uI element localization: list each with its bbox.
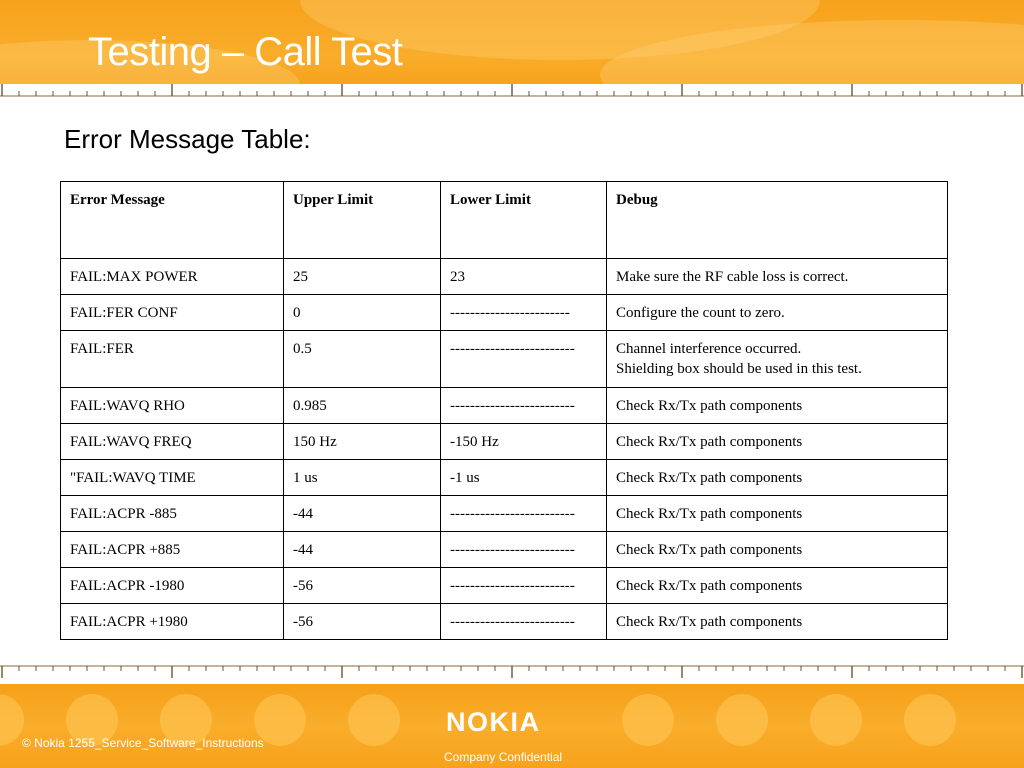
column-header-lower-limit: Lower Limit (441, 182, 607, 259)
debug-text: Check Rx/Tx path components (616, 470, 803, 486)
table-row (61, 496, 948, 532)
lower-limit-cell: ------------------------- (441, 532, 607, 568)
upper-limit-cell: 1 us (284, 460, 441, 496)
debug-text: Check Rx/Tx path components (616, 578, 803, 594)
table-row (61, 424, 948, 460)
upper-limit-cell: -44 (284, 496, 441, 532)
table-heading: Error Message Table: (64, 124, 311, 154)
debug-cell (607, 295, 948, 331)
upper-limit-cell: -44 (284, 532, 441, 568)
table-row (61, 532, 948, 568)
debug-cell (607, 604, 948, 640)
nokia-logo: NOKIA (446, 707, 541, 737)
lower-limit-cell: ------------------------- (441, 388, 607, 424)
debug-cell (607, 424, 948, 460)
lower-limit-cell: -150 Hz (441, 424, 607, 460)
table-row (61, 604, 948, 640)
column-header-debug: Debug (607, 182, 948, 259)
column-header-error-message: Error Message (61, 182, 284, 259)
lower-limit-cell: ------------------------- (441, 331, 607, 388)
debug-cell (607, 259, 948, 295)
table-row (61, 295, 948, 331)
error-message-cell: FAIL:ACPR -885 (61, 496, 284, 532)
header-ruler (0, 84, 1024, 98)
debug-cell (607, 568, 948, 604)
lower-limit-cell: 23 (441, 259, 607, 295)
error-message-cell: FAIL:WAVQ RHO (61, 388, 284, 424)
upper-limit-cell: 0.985 (284, 388, 441, 424)
table-row (61, 388, 948, 424)
lower-limit-cell: ------------------------- (441, 496, 607, 532)
upper-limit-cell: 0 (284, 295, 441, 331)
debug-cell (607, 331, 948, 388)
upper-limit-cell: -56 (284, 568, 441, 604)
debug-cell (607, 388, 948, 424)
debug-text: Check Rx/Tx path components (616, 434, 803, 450)
debug-cell (607, 532, 948, 568)
slide-title: Testing – Call Test (88, 30, 403, 74)
error-message-cell: FAIL:FER CONF (61, 295, 284, 331)
table-row (61, 568, 948, 604)
upper-limit-cell: 150 Hz (284, 424, 441, 460)
debug-text: Make sure the RF cable loss is correct. (616, 269, 849, 285)
error-message-cell: FAIL:ACPR +1980 (61, 604, 284, 640)
error-message-cell: FAIL:MAX POWER (61, 259, 284, 295)
debug-text: Check Rx/Tx path components (616, 398, 803, 414)
upper-limit-cell: 25 (284, 259, 441, 295)
debug-text: Check Rx/Tx path components (616, 614, 803, 630)
table-row (61, 460, 948, 496)
error-message-cell: FAIL:ACPR +885 (61, 532, 284, 568)
debug-text: Channel interference occurred. (616, 341, 802, 357)
error-message-cell: FAIL:FER (61, 331, 284, 388)
lower-limit-cell: ------------------------- (441, 604, 607, 640)
debug-text: Configure the count to zero. (616, 305, 785, 321)
error-message-cell: FAIL:ACPR -1980 (61, 568, 284, 604)
error-message-cell: FAIL:WAVQ FREQ (61, 424, 284, 460)
copyright-text: © Nokia 1255_Service_Software_Instructions (22, 736, 264, 750)
lower-limit-cell: ------------------------ (441, 295, 607, 331)
column-header-upper-limit: Upper Limit (284, 182, 441, 259)
error-message-table (60, 181, 948, 640)
debug-cell (607, 496, 948, 532)
debug-text: Check Rx/Tx path components (616, 506, 803, 522)
debug-text: Check Rx/Tx path components (616, 542, 803, 558)
table-row (61, 259, 948, 295)
footer-ruler (0, 664, 1024, 678)
table-row (61, 331, 948, 388)
header-band (0, 0, 1024, 92)
table-header-row (61, 182, 948, 259)
debug-cell (607, 460, 948, 496)
upper-limit-cell: -56 (284, 604, 441, 640)
confidential-label: Company Confidential (444, 750, 563, 764)
lower-limit-cell: ------------------------- (441, 568, 607, 604)
upper-limit-cell: 0.5 (284, 331, 441, 388)
debug-text: Shielding box should be used in this test. (616, 361, 862, 377)
lower-limit-cell: -1 us (441, 460, 607, 496)
error-message-cell: "FAIL:WAVQ TIME (61, 460, 284, 496)
